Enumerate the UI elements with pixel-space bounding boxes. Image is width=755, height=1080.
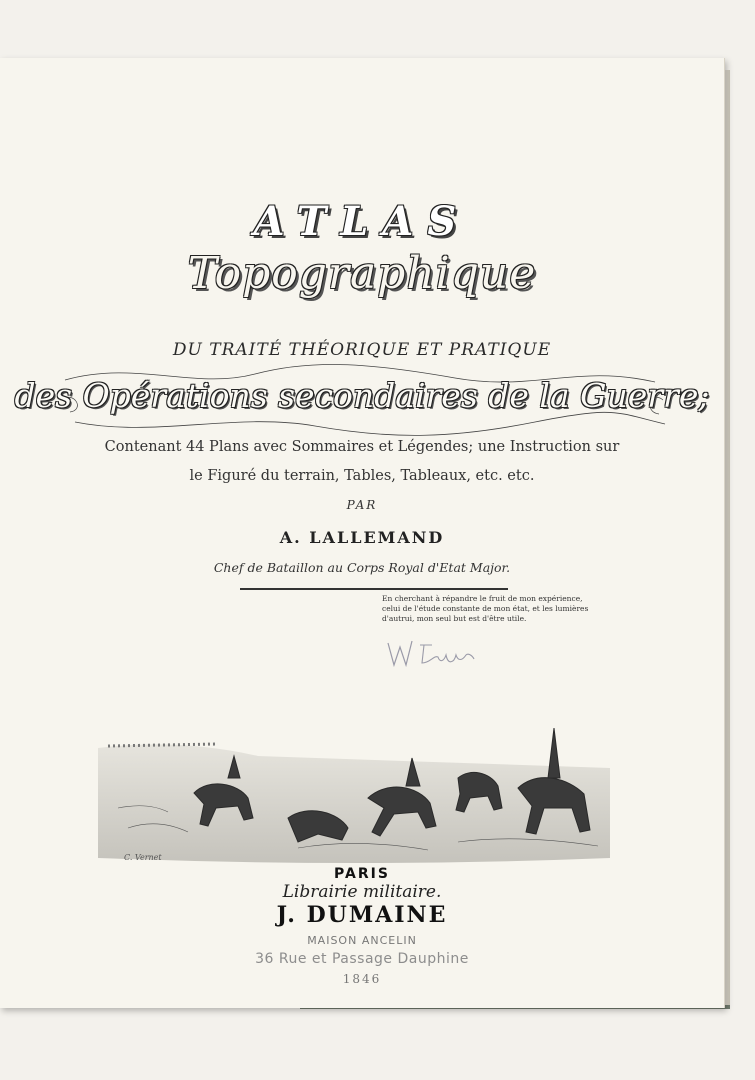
author-rank: Chef de Bataillon au Corps Royal d'Etat Major. <box>213 560 511 575</box>
epigraph-line: celui de l'étude constante de mon état, et les lumières <box>382 604 589 613</box>
epigraph-line: d'autrui, mon seul but est d'être utile. <box>382 614 527 623</box>
publisher-shop: Librairie militaire. <box>282 882 442 902</box>
publisher-house: MAISON ANCELIN <box>307 934 417 947</box>
publication-year: 1846 <box>342 972 382 986</box>
title-operations: des Opérations secondaires de la Guerre; <box>14 376 710 415</box>
title-page <box>0 58 725 1008</box>
title-atlas: ATLAS <box>253 198 471 245</box>
cavalry-illustration <box>98 708 610 868</box>
contents-line-1: Contenant 44 Plans avec Sommaires et Légendes; une Instruction sur <box>104 439 620 455</box>
epigraph <box>382 594 628 624</box>
publisher-address: 36 Rue et Passage Dauphine <box>255 951 469 967</box>
publisher-city: PARIS <box>334 866 390 882</box>
author-name: A. LALLEMAND <box>279 528 445 547</box>
title-topographique: Topographique <box>187 248 537 299</box>
contents-line-2: le Figuré du terrain, Tables, Tableaux, etc. etc. <box>189 468 535 484</box>
illustration-signature: C. Vernet <box>124 853 162 862</box>
publisher-name: J. DUMAINE <box>276 902 448 928</box>
epigraph-line: En cherchant à répandre le fruit de mon expérience, <box>382 594 583 603</box>
handwritten-signature-icon <box>380 633 500 673</box>
divider-rule <box>240 588 508 590</box>
par-label: PAR <box>346 498 378 512</box>
subtitle-line: DU TRAITÉ THÉORIQUE ET PRATIQUE <box>172 340 552 360</box>
